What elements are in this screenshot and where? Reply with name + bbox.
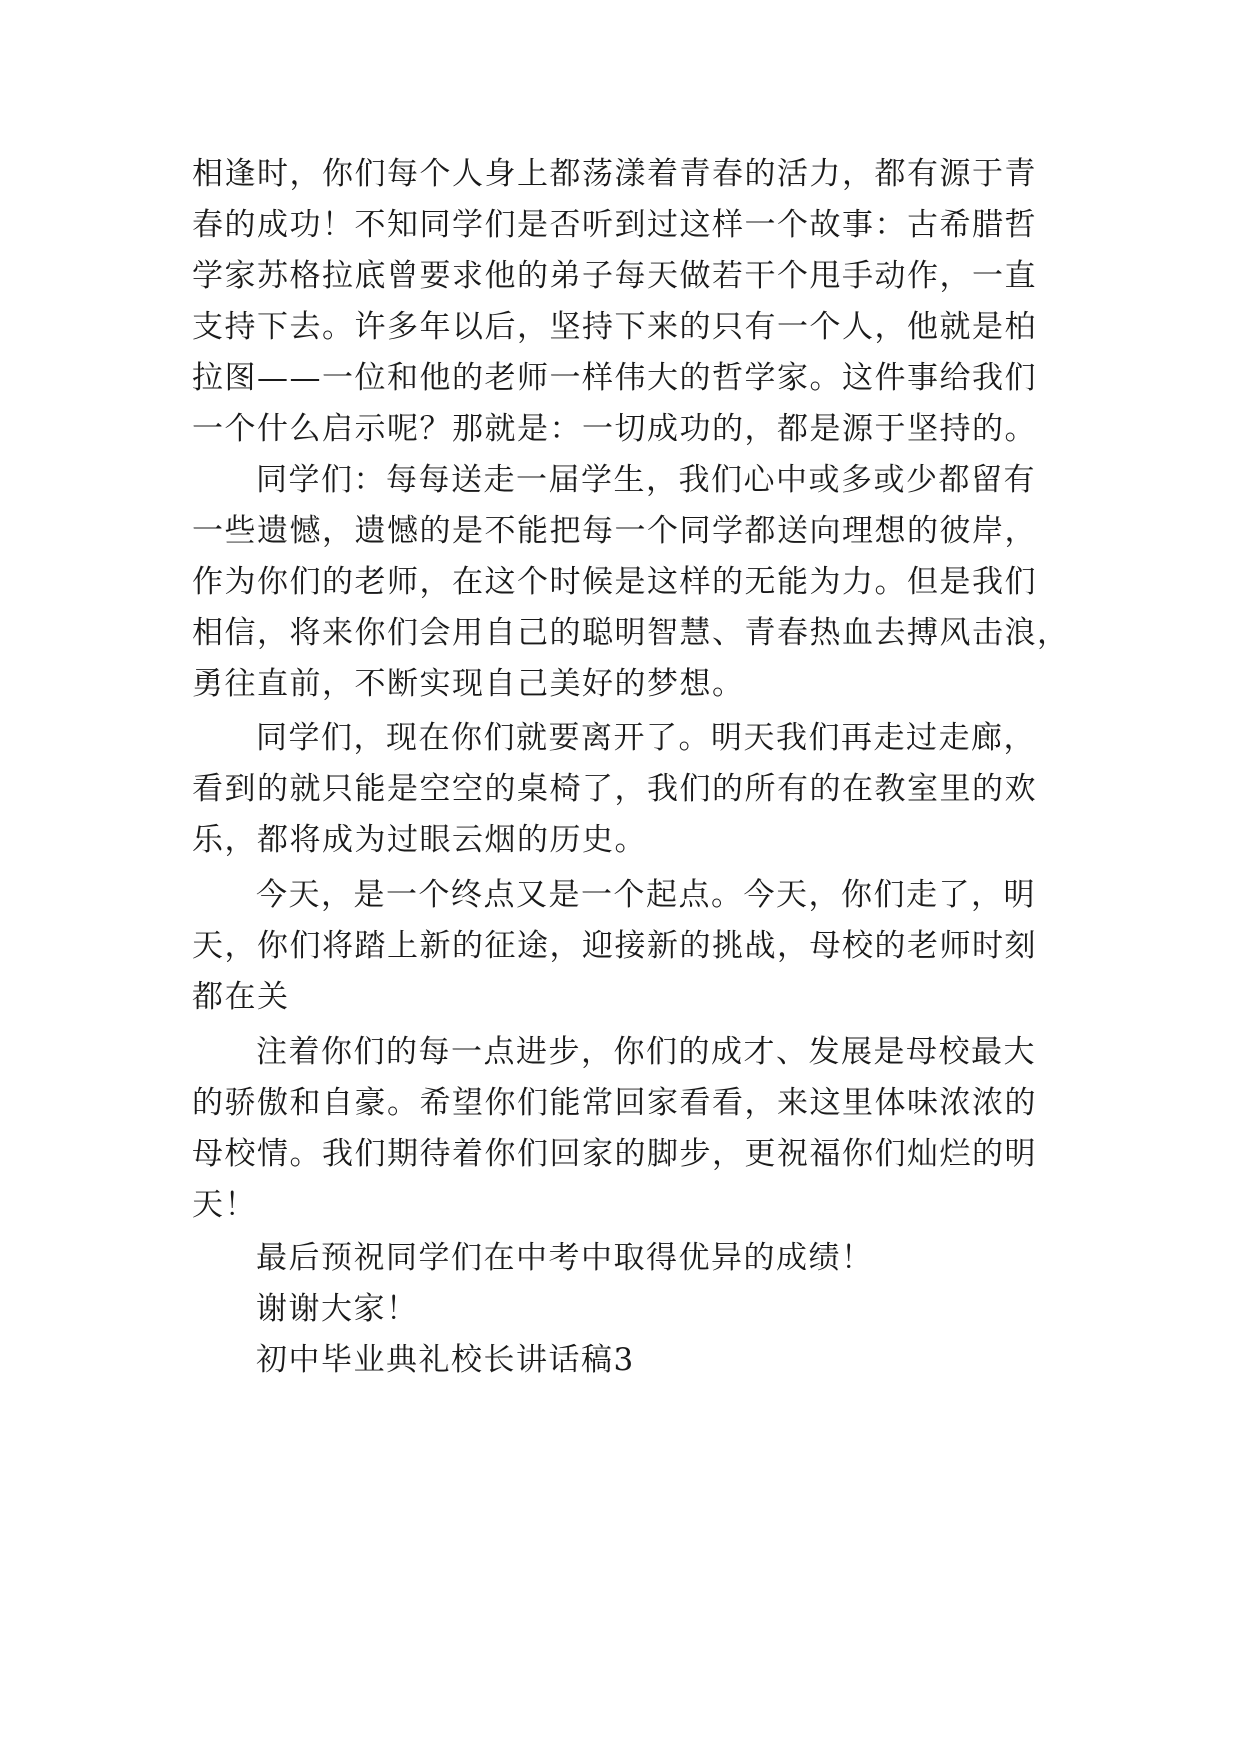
text-line: 一些遗憾，遗憾的是不能把每一个同学都送向理想的彼岸， xyxy=(192,513,1037,549)
text-line: 看到的就只能是空空的桌椅了，我们的所有的在教室里的欢 xyxy=(192,771,1037,807)
text-line: 作为你们的老师，在这个时候是这样的无能为力。但是我们 xyxy=(192,564,1037,600)
text-line: 的骄傲和自豪。希望你们能常回家看看，来这里体味浓浓的 xyxy=(192,1085,1037,1121)
text-line: 相信，将来你们会用自己的聪明智慧、青春热血去搏风击浪， xyxy=(192,615,1070,651)
paragraph-first-line: 同学们：每每送走一届学生，我们心中或多或少都留有 xyxy=(256,462,1036,498)
paragraph-first-line: 今天，是一个终点又是一个起点。今天，你们走了，明 xyxy=(256,877,1036,913)
text-line: 乐，都将成为过眼云烟的历史。 xyxy=(192,822,647,858)
text-line: 勇往直前，不断实现自己美好的梦想。 xyxy=(192,666,745,702)
text-line: 支持下去。许多年以后，坚持下来的只有一个人，他就是柏 xyxy=(192,309,1037,345)
thanks-line: 谢谢大家！ xyxy=(256,1291,419,1327)
text-line: 都在关 xyxy=(192,979,290,1015)
text-line: 天，你们将踏上新的征途，迎接新的挑战，母校的老师时刻 xyxy=(192,928,1037,964)
closing-wish: 最后预祝同学们在中考中取得优异的成绩！ xyxy=(256,1240,874,1276)
text-line: 拉图——一位和他的老师一样伟大的哲学家。这件事给我们 xyxy=(192,360,1037,396)
text-line: 学家苏格拉底曾要求他的弟子每天做若干个甩手动作，一直 xyxy=(192,258,1037,294)
section-title: 初中毕业典礼校长讲话稿3 xyxy=(256,1342,635,1378)
text-line: 春的成功！不知同学们是否听到过这样一个故事：古希腊哲 xyxy=(192,207,1037,243)
paragraph-first-line: 注着你们的每一点进步，你们的成才、发展是母校最大 xyxy=(256,1034,1036,1070)
text-line: 天！ xyxy=(192,1187,257,1223)
paragraph-first-line: 同学们，现在你们就要离开了。明天我们再走过走廊， xyxy=(256,720,1036,756)
text-line: 一个什么启示呢？那就是：一切成功的，都是源于坚持的。 xyxy=(192,411,1037,447)
text-line: 相逢时，你们每个人身上都荡漾着青春的活力，都有源于青 xyxy=(192,156,1037,192)
text-line: 母校情。我们期待着你们回家的脚步，更祝福你们灿烂的明 xyxy=(192,1136,1037,1172)
